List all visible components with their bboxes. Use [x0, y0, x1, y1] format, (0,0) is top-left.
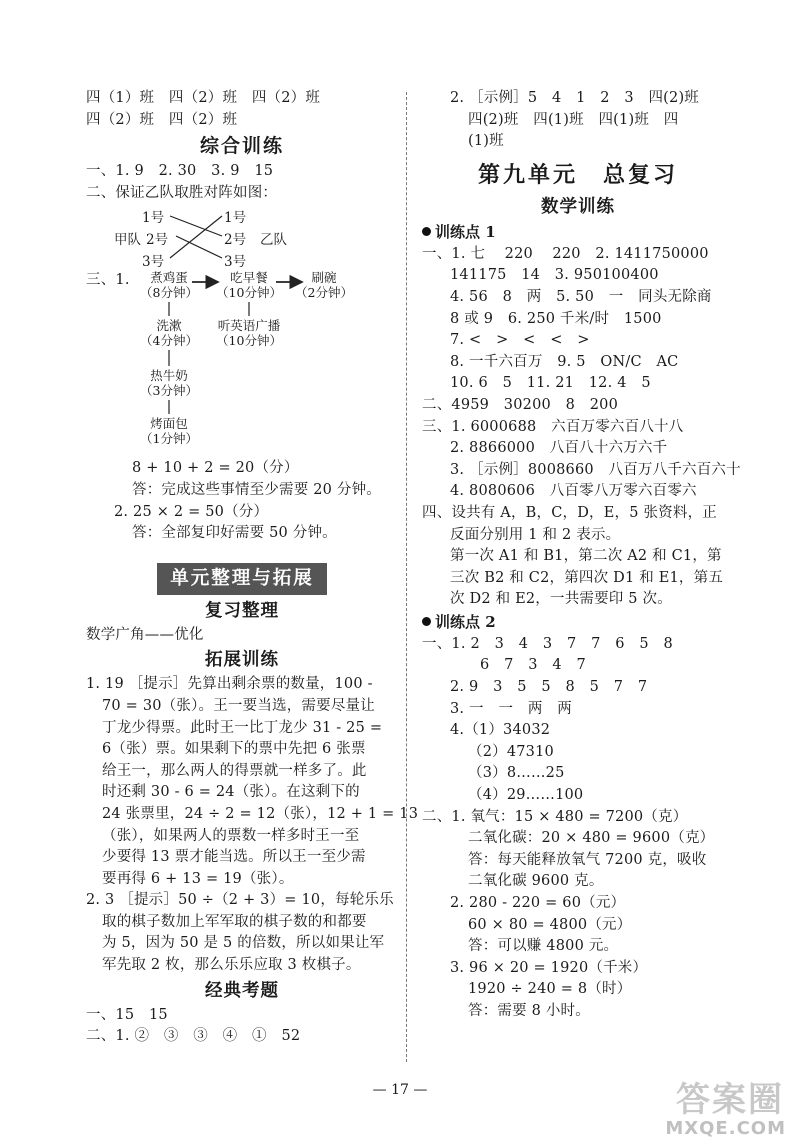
- text-line: 丁龙少得票。此时王一比丁龙少 31 - 25 =: [102, 719, 383, 736]
- right-column: [422, 88, 741, 1023]
- text-line: 7. < > < < >: [450, 332, 590, 349]
- section-title: 综合训练: [199, 135, 284, 158]
- team-b-label: 乙队: [260, 232, 287, 249]
- text-line: 10. 6 5 11. 21 12. 4 5: [450, 375, 651, 392]
- text-line: 四（1）班 四（2）班 四（2）班: [86, 90, 321, 106]
- text-line: 1920 ÷ 240 = 8（时）: [468, 981, 632, 998]
- team-a-label: 甲队: [114, 232, 141, 249]
- flow-node-english-radio: 听英语广播 （10分钟）: [216, 318, 282, 349]
- text-line: 2. 9 3 5 5 8 5 7 7: [450, 679, 648, 696]
- text-line: 答：每天能释放氧气 7200 克，吸收: [468, 851, 707, 868]
- chapter-banner: 单元整理与拓展: [157, 563, 327, 595]
- watermark-logo: [604, 1072, 794, 1142]
- text-line: 2. 8866000 八百八十六万六千: [450, 440, 668, 457]
- team-b-n2: 2号: [224, 232, 247, 249]
- text-line: 8 + 10 + 2 = 20（分）: [132, 460, 299, 477]
- text-line: 8. 一千六百万 9. 5 ON/C AC: [450, 353, 679, 370]
- text-line: 二氧化碳 9600 克。: [468, 873, 604, 890]
- text-line: 二、1. 氧气：15 × 480 = 7200（克）: [422, 808, 688, 825]
- text-line: 2. 280 - 220 = 60（元）: [450, 895, 626, 911]
- text-line: 70 = 30（张）。王一要当选，需要尽量让: [102, 697, 375, 714]
- training-point-heading: 训练点 1: [422, 221, 734, 244]
- watermark-sub: MXQE.COM: [665, 1118, 786, 1139]
- text-line: 要再得 6 + 13 = 19（张）。: [102, 870, 294, 887]
- text-line: 24 张票里，24 ÷ 2 = 12（张），12 + 1 = 13: [102, 805, 419, 822]
- text-line: 一、1. 2 3 4 3 7 7 6 5 8: [422, 635, 673, 652]
- page-number: — 17 —: [372, 1082, 428, 1098]
- text-line: （4）29……100: [468, 787, 584, 804]
- text-line: （3）8……25: [468, 765, 565, 782]
- text-line: 四（2）班 四（2）班: [86, 111, 238, 128]
- team-a-n2: 2号: [146, 232, 169, 249]
- text-line: 少要得 13 票才能当选。所以王一至少需: [102, 849, 366, 866]
- team-b-n1: 1号: [224, 210, 247, 227]
- text-line: 4. 56 8 两 5. 50 一 同头无除商: [450, 288, 712, 305]
- text-line: 2. 25 × 2 = 50（分）: [114, 503, 269, 520]
- text-line: 四(2)班 四(1)班 四(1)班 四: [468, 111, 679, 128]
- text-line: 三次 B2 和 C2，第四次 D1 和 E1，第五: [450, 569, 724, 586]
- bullet-icon: [422, 617, 431, 626]
- text-line: 一、15 15: [86, 1006, 168, 1023]
- flow-node-toast-bread: 烤面包 （1分钟）: [140, 416, 198, 447]
- text-line: 答：需要 8 小时。: [468, 1002, 590, 1019]
- text-line: 一、1. 9 2. 30 3. 9 15: [86, 163, 274, 180]
- section-title: 经典考题: [205, 980, 279, 1001]
- flow-node-boil-egg: 煮鸡蛋 （8分钟）: [140, 270, 198, 301]
- watermark-main: 答案圈: [676, 1080, 784, 1120]
- left-column: [86, 88, 419, 1048]
- text-line: 次 D2 和 E2，一共需要印 5 次。: [450, 591, 672, 608]
- text-line: 四、设共有 A，B，C，D，E，5 张资料，正: [422, 504, 717, 521]
- flow-arrows: [86, 270, 398, 458]
- text-line: 答：全部复印好需要 50 分钟。: [132, 525, 337, 542]
- text-line: 答：可以赚 4800 元。: [468, 938, 619, 955]
- text-line: 3. 96 × 20 = 1920（千米）: [450, 959, 648, 976]
- flow-prefix: 三、1.: [86, 272, 130, 289]
- flow-node-breakfast: 吃早餐 （10分钟）: [216, 270, 282, 301]
- text-line: (1)班: [468, 133, 504, 150]
- text-line: 数学广角——优化: [86, 626, 204, 643]
- text-line: 答：完成这些事情至少需要 20 分钟。: [132, 481, 381, 498]
- team-b-n3: 3号: [224, 254, 247, 271]
- text-line: 二、1. ② ③ ③ ④ ① 52: [86, 1028, 301, 1045]
- flow-node-wash-dishes: 刷碗 （2分钟）: [295, 270, 353, 301]
- flow-diagram: [86, 270, 398, 458]
- text-line: 2. 3 ［提示］50 ÷（2 + 3）= 10，每轮乐乐: [86, 892, 394, 909]
- text-line: 8 或 9 6. 250 千米/时 1500: [450, 310, 662, 327]
- text-line: 3. ［示例］8008660 八百万八千六百六十: [450, 461, 741, 478]
- text-line: 二、4959 30200 8 200: [422, 396, 619, 413]
- text-line: （2）47310: [468, 743, 554, 760]
- team-a-n3: 3号: [142, 254, 165, 271]
- text-line: 6 7 3 4 7: [480, 657, 586, 674]
- text-line: 6（张）票。如果剩下的票中先把 6 张票: [102, 741, 366, 758]
- unit-title: 第九单元 总复习: [477, 161, 678, 188]
- text-line: 一、1. 七 220 220 2. 1411750000: [422, 245, 709, 262]
- text-line: 三、1. 6000688 六百万零六百八十八: [422, 418, 684, 435]
- text-line: 二、保证乙队取胜对阵如图：: [86, 184, 278, 201]
- flow-node-warm-milk: 热牛奶 （3分钟）: [140, 368, 198, 399]
- text-line: 60 × 80 = 4800（元）: [468, 916, 632, 933]
- text-line: 4.（1）34032: [450, 722, 551, 739]
- section-title: 复习整理: [205, 600, 279, 621]
- matchup-lines: [86, 204, 398, 270]
- text-line: 二氧化碳：20 × 480 = 9600（克）: [468, 830, 715, 847]
- section-title: 数学训练: [541, 196, 615, 217]
- text-line: 4. 8080606 八百零八万零六百零六: [450, 483, 697, 500]
- bullet-icon: [422, 227, 431, 236]
- text-line: 3. 一 一 两 两: [450, 700, 572, 717]
- text-line: 取的棋子数加上军军取的棋子数的和都要: [102, 913, 367, 930]
- text-line: 军先取 2 枚，那么乐乐应取 3 枚棋子。: [102, 957, 361, 974]
- text-line: 为 5，因为 50 是 5 的倍数，所以如果让军: [102, 935, 385, 952]
- column-divider: [406, 92, 407, 1062]
- flow-node-wash-up: 洗漱 （4分钟）: [140, 318, 198, 349]
- text-line: 141175 14 3. 950100400: [450, 267, 659, 284]
- text-line: 1. 19 ［提示］先算出剩余票的数量，100 -: [86, 676, 373, 693]
- text-line: 给王一，那么两人的得票就一样多了。此: [102, 762, 367, 779]
- training-point-heading: 训练点 2: [422, 611, 734, 634]
- section-title: 拓展训练: [205, 650, 279, 671]
- text-line: 第一次 A1 和 B1，第二次 A2 和 C1，第: [450, 548, 722, 565]
- team-matchup-diagram: [86, 204, 398, 270]
- team-a-n1: 1号: [142, 210, 165, 227]
- text-line: 2. ［示例］5 4 1 2 3 四(2)班: [450, 90, 700, 106]
- text-line: 反面分别用 1 和 2 表示。: [450, 526, 621, 543]
- text-line: 时还剩 30 - 6 = 24（张）。在这剩下的: [102, 784, 360, 801]
- text-line: （张），如果两人的票数一样多时王一至: [102, 827, 360, 844]
